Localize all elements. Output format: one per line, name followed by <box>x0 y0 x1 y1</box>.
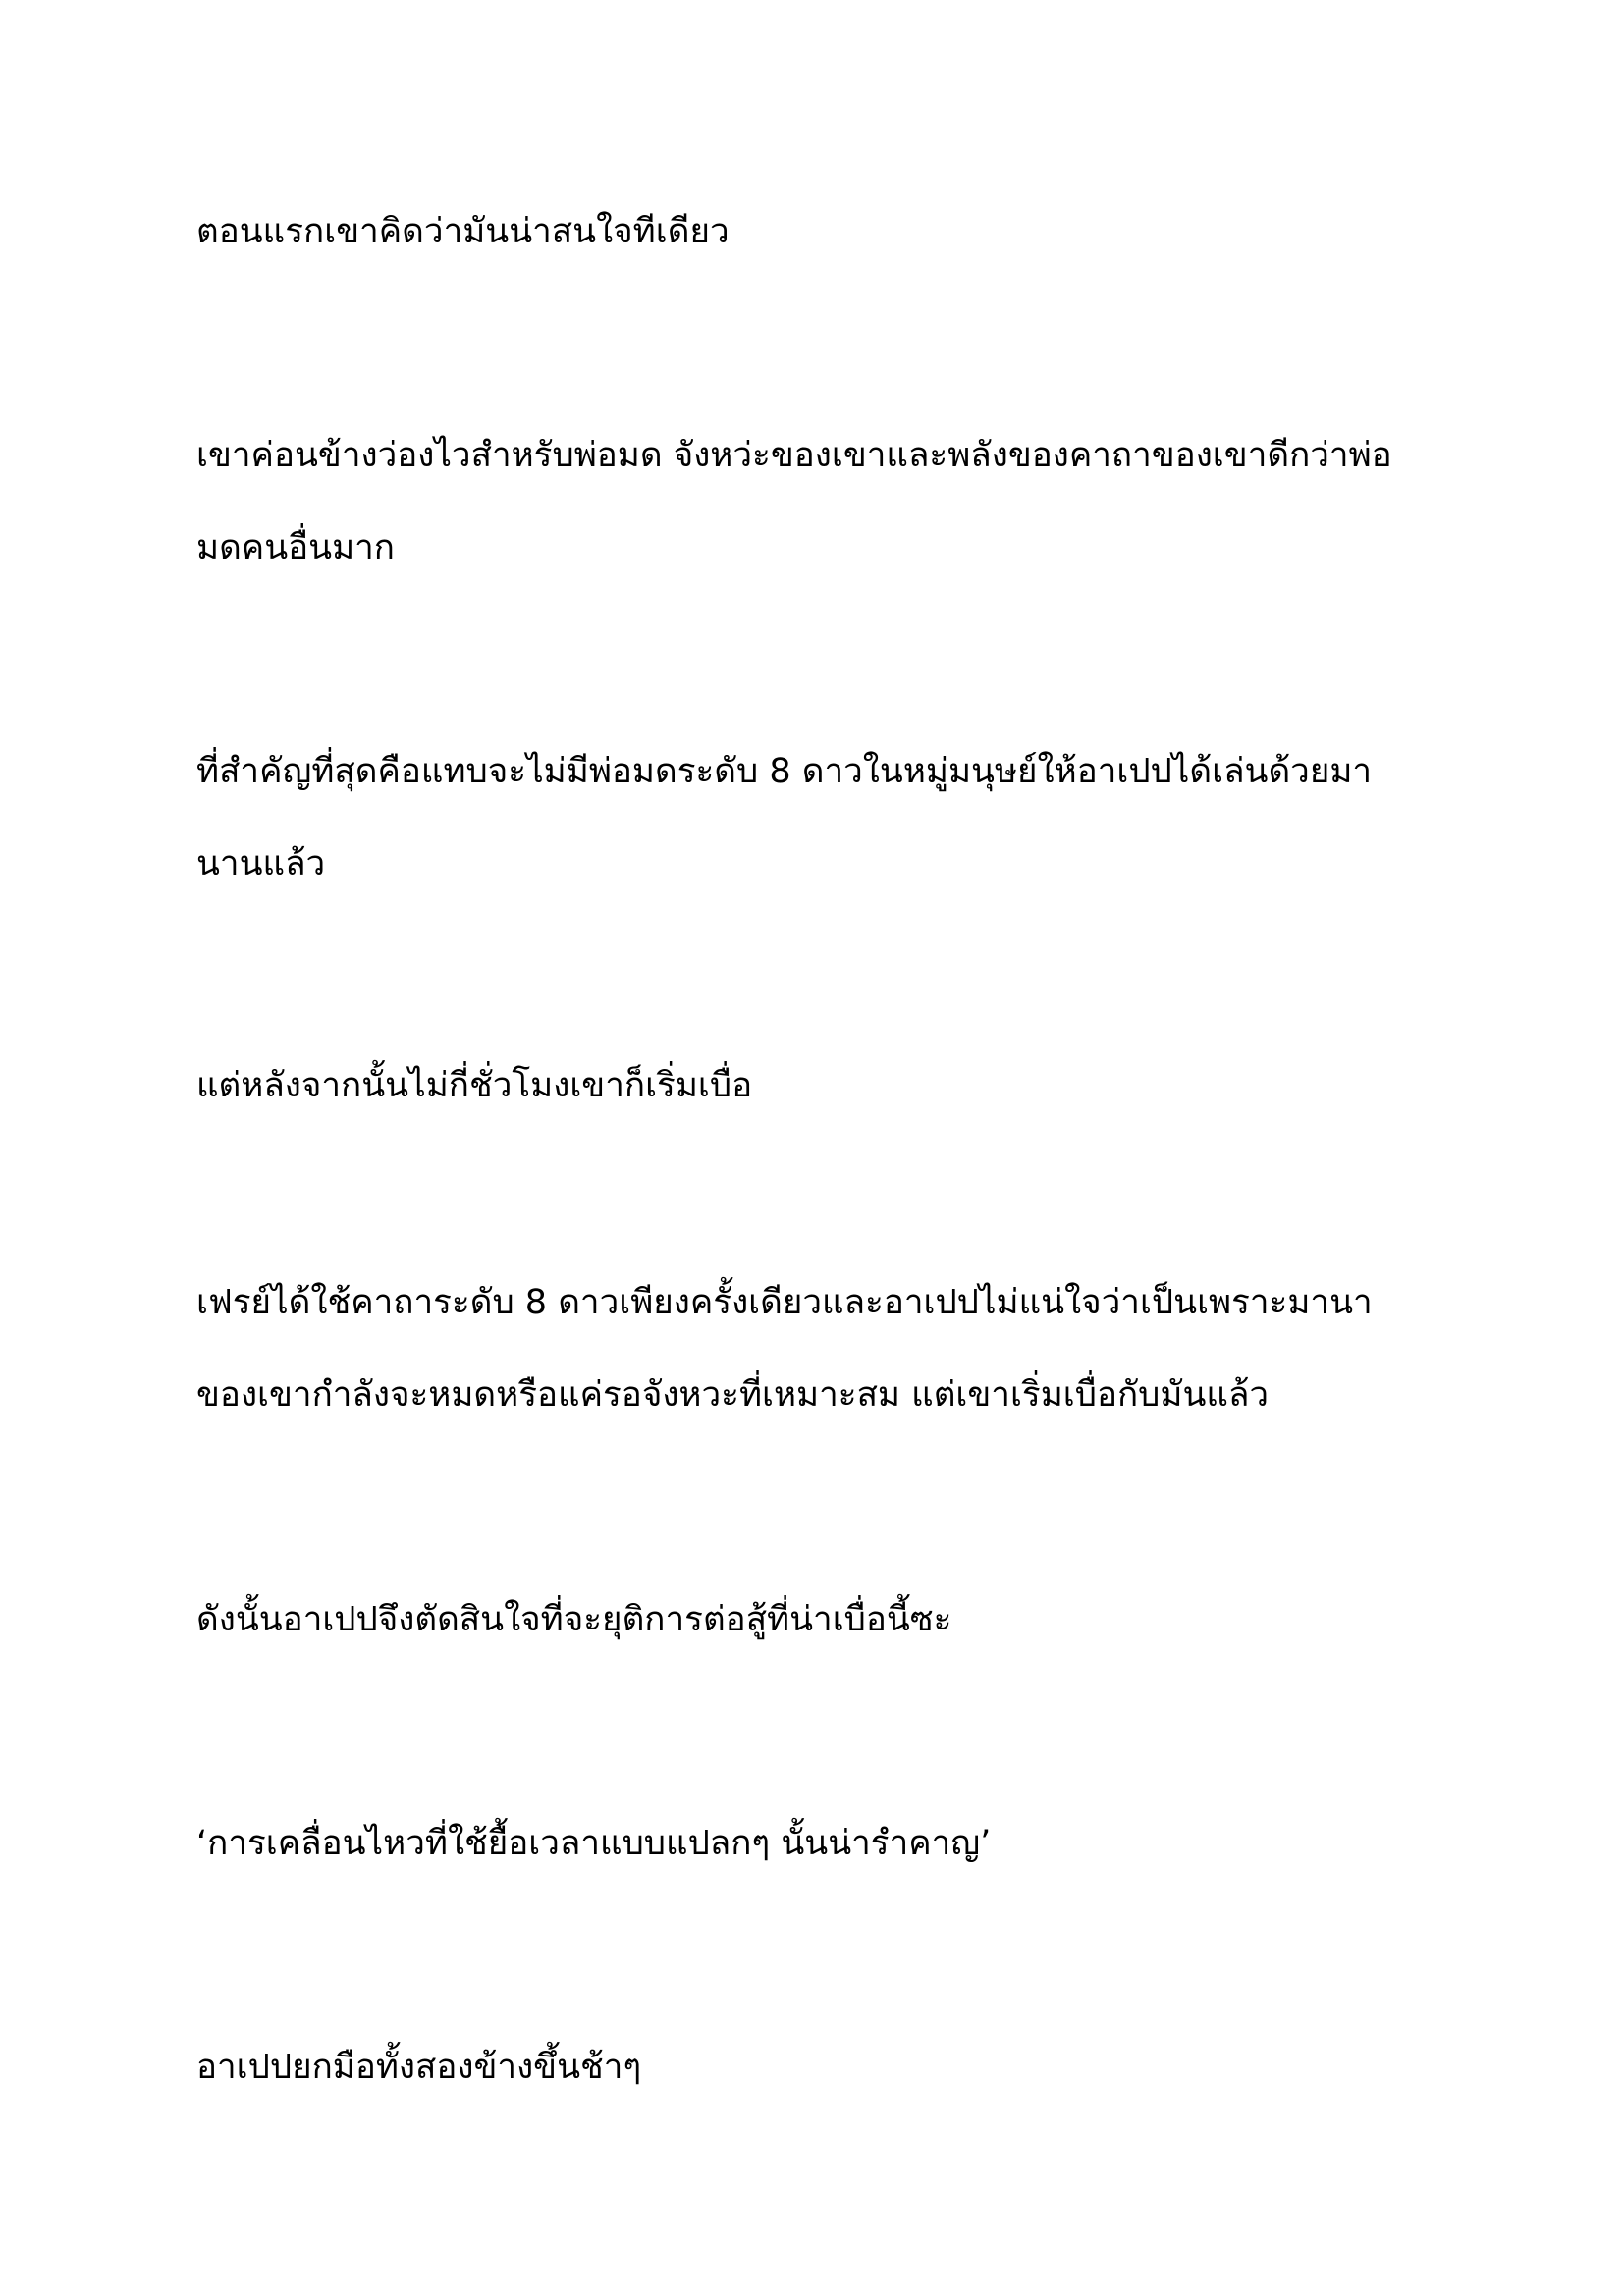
paragraph-line: เขาค่อนข้างว่องไวสำหรับพ่อมด จังหว่ะของเขาและพลังของคาถาของเขาดีกว่าพ่อ <box>196 436 1392 475</box>
paragraph-4 <box>196 1040 1434 1132</box>
paragraph-3 <box>196 725 1434 910</box>
paragraph-line: ของเขากำลังจะหมดหรือแค่รอจังหวะที่เหมาะสม แต่เขาเริ่มเบื่อกับมันแล้ว <box>196 1375 1270 1415</box>
paragraph-line: มดคนอื่นมาก <box>196 528 396 567</box>
paragraph-line: แต่หลังจากนั้นไม่กี่ชั่วโมงเขาก็เริ่มเบื่อ <box>196 1066 753 1105</box>
paragraph-line: ที่สำคัญที่สุดคือแทบจะไม่มีพ่อมดระดับ 8 ดาวในหมู่มนุษย์ให้อาเปปได้เล่นด้วยมา <box>196 752 1373 791</box>
paragraph-6 <box>196 1574 1434 1666</box>
paragraph-line: ‘การเคลื่อนไหวที่ใช้ยื้อเวลาแบบแปลกๆ นั้นน่ารำคาญ’ <box>196 1824 992 1863</box>
paragraph-5 <box>196 1256 1434 1441</box>
paragraph-1 <box>196 186 1434 278</box>
paragraph-8 <box>196 2021 1434 2113</box>
paragraph-2 <box>196 409 1434 594</box>
paragraph-line: เฟรย์ได้ใช้คาถาระดับ 8 ดาวเพียงครั้งเดียวและอาเปปไม่แน่ใจว่าเป็นเพราะมานา <box>196 1283 1373 1322</box>
paragraph-7 <box>196 1797 1434 1890</box>
paragraph-line: อาเปปยกมือทั้งสองข้างขึ้นช้าๆ <box>196 2048 642 2087</box>
paragraph-line: ดังนั้นอาเปปจึงตัดสินใจที่จะยุติการต่อสู้ที่น่าเบื่อนี้ซะ <box>196 1600 952 1639</box>
paragraph-line: ตอนแรกเขาคิดว่ามันน่าสนใจทีเดียว <box>196 212 730 251</box>
paragraph-line: นานแล้ว <box>196 844 326 883</box>
